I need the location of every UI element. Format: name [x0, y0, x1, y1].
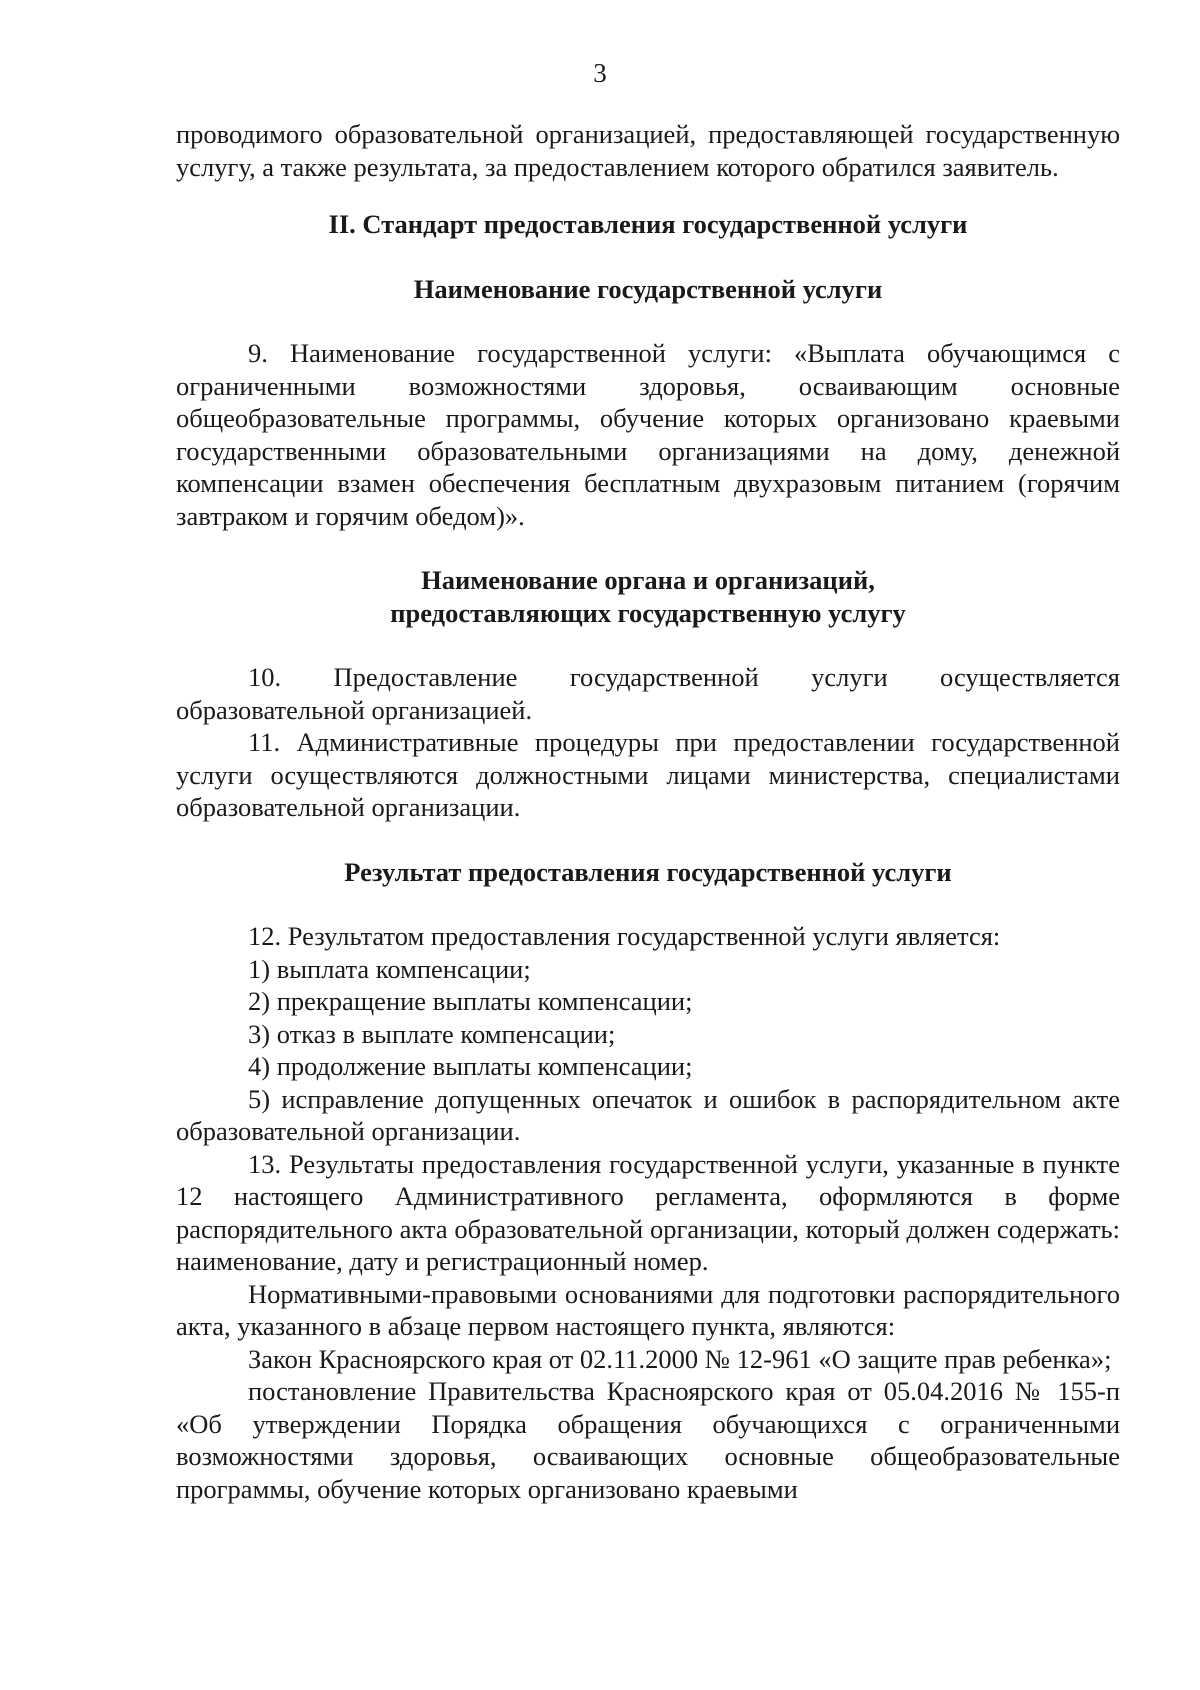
paragraph-normative: Нормативными-правовыми основаниями для подготовки распорядительного акта, указанного в абзаце первом настоящего пункта, являются:: [176, 1278, 1120, 1341]
paragraph-13: 13. Результаты предоставления государственной услуги, указанные в пункте 12 настоящего Административного регламента, оформляются в форме распорядительного акта образовательной организации, который должен содержать: наименование, дату и регистрационный номер.: [176, 1148, 1120, 1276]
paragraph-10: 10. Предоставление государственной услуги осуществляется образовательной организацией.: [176, 662, 1120, 725]
result-item-2: 2) прекращение выплаты компенсации;: [248, 986, 693, 1016]
heading-organ: [176, 564, 1120, 629]
result-item-5: 5) исправление допущенных опечаток и ошибок в распорядительном акте образовательной организации.: [176, 1083, 1120, 1146]
heading-result: Результат предоставления государственной услуги: [344, 856, 952, 887]
result-item-1: 1) выплата компенсации;: [248, 953, 531, 984]
document-body: [176, 118, 1120, 1505]
section-title: II. Стандарт предоставления государственной услуги: [328, 209, 968, 239]
heading-service-name: Наименование государственной услуги: [413, 273, 883, 304]
paragraph-law: Закон Красноярского края от 02.11.2000 № 12-961 «О защите прав ребенка»;: [248, 1343, 1112, 1374]
paragraph-11: 11. Административные процедуры при предоставлении государственной услуги осуществляются должностными лицами министерства, специалистами образовательной организации.: [176, 727, 1120, 822]
result-item-3: 3) отказ в выплате компенсации;: [248, 1018, 616, 1049]
heading-organ-line-1: Наименование органа и организаций,: [421, 565, 875, 595]
page-number: 3: [593, 58, 607, 88]
heading-organ-line-2: предоставляющих государственную услугу: [390, 597, 906, 628]
paragraph-12: 12. Результатом предоставления государственной услуги является:: [248, 921, 1001, 951]
paragraph-decree: постановление Правительства Красноярского края от 05.04.2016 № 155-п «Об утверждении Порядка обращения обучающихся с ограниченными возможностями здоровья, осваивающих основные общеобразовательные программы, обучение которых организовано краевыми: [176, 1376, 1120, 1504]
paragraph-9: 9. Наименование государственной услуги: «Выплата обучающимся с ограниченными возможностями здоровья, осваивающим основные общеобразовательные программы, обучение которых организовано краевыми государственными образовательными организациями на дому, денежной компенсации взамен обеспечения бесплатным двухразовым питанием (горячим завтраком и горячим обедом)».: [176, 338, 1120, 531]
result-item-4: 4) продолжение выплаты компенсации;: [248, 1051, 693, 1081]
intro-paragraph: проводимого образовательной организацией, предоставляющей государственную услугу, а также результата, за предоставлением которого обратился заявитель.: [176, 119, 1120, 182]
